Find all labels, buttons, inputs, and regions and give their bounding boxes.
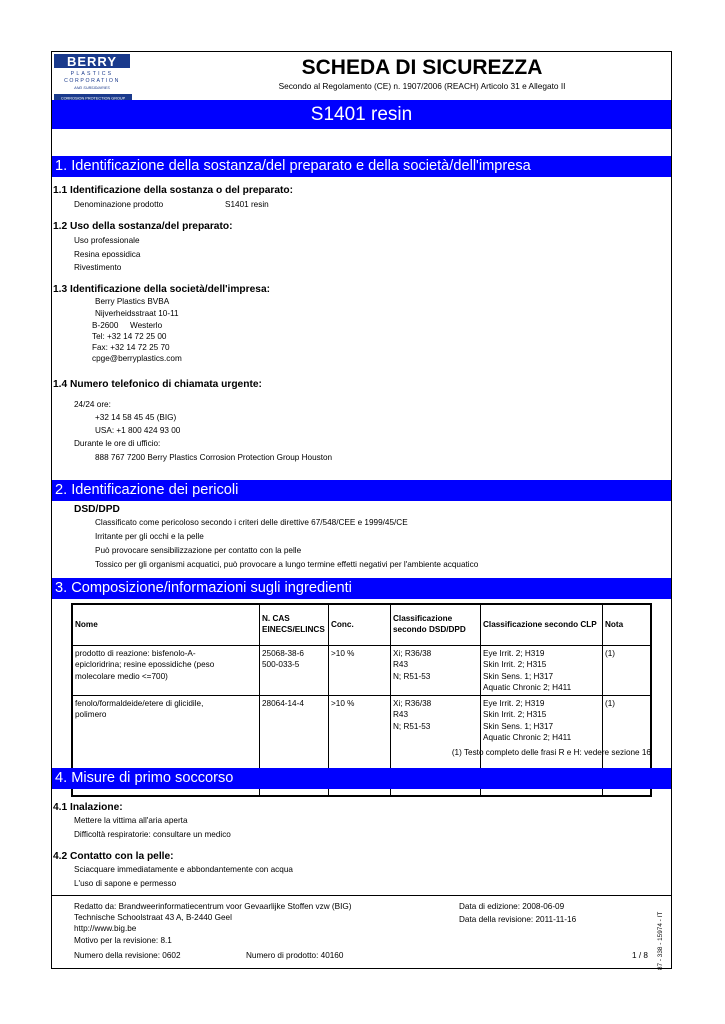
table-row-2-note: (1): [605, 699, 616, 708]
table-row-1-cas: 25068-38-6 500-033-5: [262, 649, 304, 670]
header-note: Nota: [605, 620, 624, 629]
footer-revision-reason: Motivo per la revisione: 8.1: [74, 936, 172, 945]
product-name-value: S1401 resin: [225, 200, 269, 209]
table-row-1-name: prodotto di reazione: bisfenolo-A- epicloridrina; resine epossidiche (peso molecolare medio <=700): [75, 649, 215, 681]
inhalation-line: Mettere la vittima all'aria aperta: [74, 816, 188, 825]
table-row-2-dsd: Xi; R36/38 R43 N; R51-53: [393, 699, 432, 731]
section-1-4-heading: 1.4 Numero telefonico di chiamata urgente:: [53, 379, 262, 390]
logo-sub-3: AND SUBSIDIARIES: [74, 86, 110, 90]
table-row-1-conc: >10 %: [331, 649, 355, 658]
logo-sub-4: CORROSION PROTECTION GROUP: [60, 96, 126, 101]
office-phone: 888 767 7200 Berry Plastics Corrosion Protection Group Houston: [95, 453, 333, 462]
footer-revision-number: Numero della revisione: 0602: [74, 951, 181, 960]
table-row-1-dsd: Xi; R36/38 R43 N; R51-53: [393, 649, 432, 681]
product-name-banner: [52, 100, 671, 129]
office-hours-label: Durante le ore di ufficio:: [74, 439, 161, 448]
header-dsd-2: secondo DSD/DPD: [393, 625, 466, 634]
dsd-dpd-heading: DSD/DPD: [74, 504, 120, 515]
footer-author: Redatto da: Brandweerinformatiecentrum voor Gevaarlijke Stoffen vzw (BIG): [74, 902, 352, 911]
table-row-2-name: fenolo/formaldeide/etere di glicidile, polimero: [75, 699, 204, 720]
hazard-line: Classificato come pericoloso secondo i criteri delle direttive 67/548/CEE e 1999/45/CE: [95, 518, 408, 527]
berry-logo: [53, 53, 133, 103]
table-row-1-clp: Eye Irrit. 2; H319 Skin Irrit. 2; H315 Skin Sens. 1; H317 Aquatic Chronic 2; H411: [483, 649, 572, 693]
header-dsd: Classificazione: [393, 614, 453, 623]
company-email[interactable]: cpge@berryplastics.com: [92, 354, 182, 363]
company-postcode: B-2600: [92, 321, 119, 330]
section-2-header: 2. Identificazione dei pericoli: [52, 480, 671, 501]
footer-revision-date: Data della revisione: 2011-11-16: [459, 915, 577, 924]
document-subtitle: Secondo al Regolamento (CE) n. 1907/2006 (REACH) Articolo 31 e Allegato II: [278, 81, 566, 91]
inhalation-line: Difficoltà respiratorie: consultare un medico: [74, 830, 231, 839]
emergency-phone-usa: USA: +1 800 424 93 00: [95, 426, 181, 435]
footer-divider: [52, 895, 671, 896]
company-city: Westerlo: [130, 321, 163, 330]
product-name-label: Denominazione prodotto: [74, 200, 164, 209]
safety-data-sheet-page: [51, 51, 672, 969]
logo-sub-2: CORPORATION: [64, 78, 120, 84]
header-conc: Conc.: [331, 620, 354, 629]
skin-contact-line: Sciacquare immediatamente e abbondantemente con acqua: [74, 865, 293, 874]
header-name: Nome: [75, 620, 98, 629]
header-einecs: EINECS/ELINCS: [262, 625, 325, 634]
section-1-header: 1. Identificazione della sostanza/del preparato e della società/dell'impresa: [52, 156, 671, 177]
emergency-phone-big: +32 14 58 45 45 (BIG): [95, 413, 177, 422]
footer-edition-date: Data di edizione: 2008-06-09: [459, 902, 565, 911]
hazard-line: Irritante per gli occhi e la pelle: [95, 532, 204, 541]
table-row-2-cas: 28064-14-4: [262, 699, 304, 708]
emergency-24h-label: 24/24 ore:: [74, 400, 111, 409]
company-tel: Tel: +32 14 72 25 00: [92, 332, 167, 341]
product-name: S1401 resin: [310, 103, 413, 125]
section-1-1-heading: 1.1 Identificazione della sostanza o del preparato:: [53, 185, 294, 196]
footer-page-number: 1 / 8: [632, 951, 648, 960]
table-row-2-clp: Eye Irrit. 2; H319 Skin Irrit. 2; H315 Skin Sens. 1; H317 Aquatic Chronic 2; H411: [483, 699, 572, 743]
hazard-line: Tossico per gli organismi acquatici, può provocare a lungo termine effetti negativi per l'ambiente acquatico: [95, 560, 479, 569]
section-4-1-heading: 4.1 Inalazione:: [53, 802, 123, 813]
company-fax: Fax: +32 14 72 25 70: [92, 343, 170, 352]
document-title: SCHEDA DI SICUREZZA: [301, 56, 543, 79]
footer-website-link[interactable]: http://www.big.be: [74, 924, 137, 933]
footer-product-number: Numero di prodotto: 40160: [246, 951, 344, 960]
use-item: Resina epossidica: [74, 250, 141, 259]
document-side-code: 87 - 338 - 15974 - IT: [657, 911, 664, 970]
section-4-2-heading: 4.2 Contatto con la pelle:: [53, 851, 174, 862]
skin-contact-line: L'uso di sapone e permesso: [74, 879, 177, 888]
company-name: Berry Plastics BVBA: [95, 297, 170, 306]
footer-address: Technische Schoolstraat 43 A, B-2440 Geel: [74, 913, 232, 922]
logo-sub-1: PLASTICS: [70, 71, 114, 77]
use-item: Uso professionale: [74, 236, 140, 245]
table-row-1-note: (1): [605, 649, 616, 658]
hazard-line: Può provocare sensibilizzazione per contatto con la pelle: [95, 546, 302, 555]
section-1-3-heading: 1.3 Identificazione della società/dell'impresa:: [53, 284, 271, 295]
header-cas: N. CAS: [262, 614, 290, 623]
table-row-2-conc: >10 %: [331, 699, 355, 708]
company-street: Nijverheidsstraat 10-11: [95, 309, 179, 318]
berry-logo-graphic: [53, 53, 133, 103]
logo-wordmark: BERRY: [66, 54, 118, 69]
section-3-header: 3. Composizione/informazioni sugli ingredienti: [52, 578, 671, 599]
table-footnote: (1) Testo completo delle frasi R e H: vedere sezione 16: [451, 748, 651, 757]
header-clp: Classificazione secondo CLP: [483, 620, 597, 629]
use-item: Rivestimento: [74, 263, 122, 272]
section-1-2-heading: 1.2 Uso della sostanza/del preparato:: [53, 221, 233, 232]
section-4-header: 4. Misure di primo soccorso: [52, 768, 671, 789]
